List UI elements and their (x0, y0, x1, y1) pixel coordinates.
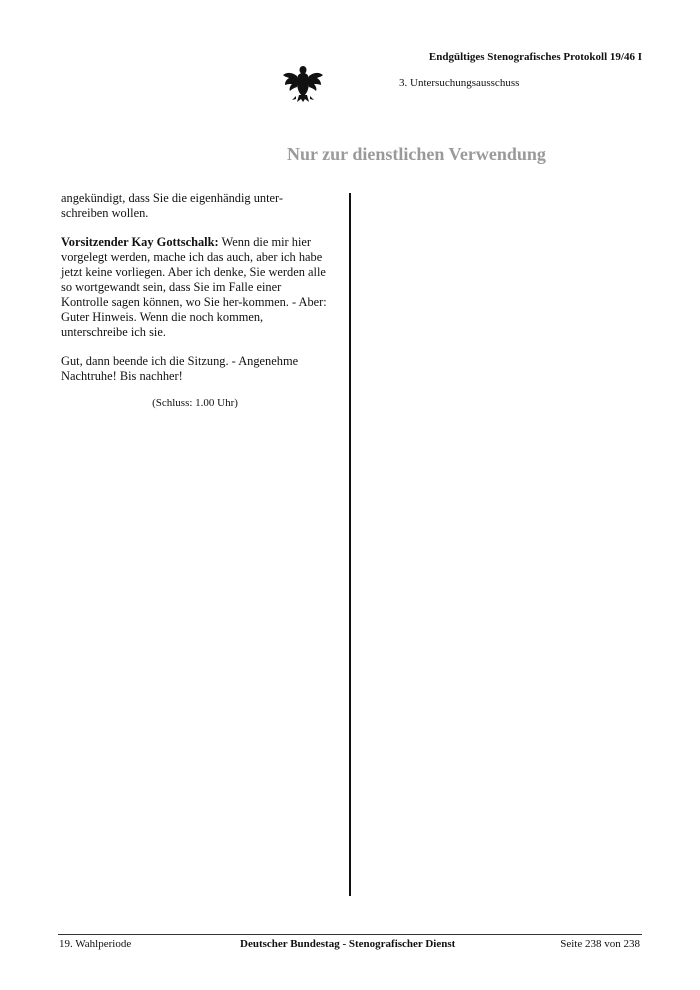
speaker-statement: Wenn die mir hier vorgelegt werden, mache ich das auch, aber ich habe jetzt keine vorliegen. Aber ich denke, Sie werden alle so wortgewandt sein, dass Sie im Falle einer Kontrolle sagen können, wo Sie her-kommen. - Aber: Guter Hinweis. Wenn die noch kommen, unterschreibe ich sie. (61, 235, 327, 339)
footer-publisher: Deutscher Bundestag - Stenografischer Dienst (240, 938, 456, 950)
transcript-column (61, 191, 329, 411)
protocol-title: Endgültiges Stenografisches Protokoll 19/46 I (428, 51, 642, 63)
footer-legislative-period: 19. Wahlperiode (59, 938, 132, 950)
watermark-notice: Nur zur dienstlichen Verwendung (287, 144, 546, 164)
footer-page-number: Seite 238 von 238 (560, 938, 640, 950)
footer-rule (58, 934, 642, 935)
session-end-note: (Schluss: 1.00 Uhr) (152, 397, 238, 409)
paragraph-closing-remarks: Gut, dann beende ich die Sitzung. - Angenehme Nachtruhe! Bis nachher! (61, 354, 299, 383)
column-divider (349, 193, 351, 896)
committee-name: 3. Untersuchungsausschuss (399, 77, 520, 89)
speaker-name: Vorsitzender Kay Gottschalk: (61, 235, 219, 249)
paragraph-continuation: angekündigt, dass Sie die eigenhändig unter-schreiben wollen. (61, 191, 284, 220)
paragraph-speaker (61, 235, 329, 340)
federal-eagle-icon (282, 63, 324, 103)
